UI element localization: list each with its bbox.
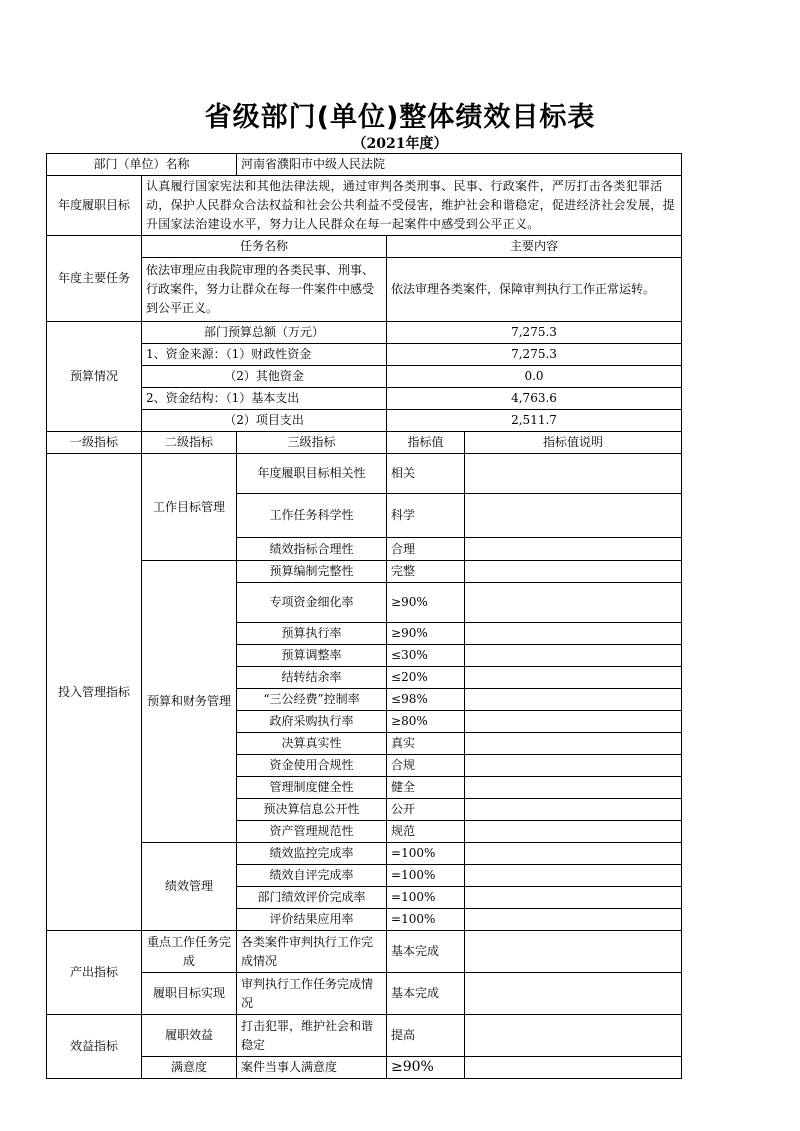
level2-work-goal-mgmt: 工作目标管理 (142, 454, 237, 561)
budget-row-name: 部门预算总额（万元） (142, 322, 387, 344)
indicator-note (465, 931, 682, 973)
indicator-name: “三公经费”控制率 (237, 689, 387, 711)
indicator-note (465, 561, 682, 583)
indicator-name: 绩效监控完成率 (237, 843, 387, 865)
tasks-col-name: 任务名称 (142, 236, 387, 258)
indicator-note (465, 623, 682, 645)
level1-input-mgmt: 投入管理指标 (47, 454, 142, 931)
indicator-note (465, 733, 682, 755)
indicator-note (465, 538, 682, 561)
indicator-note (465, 1057, 682, 1079)
indicator-value: 完整 (387, 561, 465, 583)
level2-name: 履职效益 (142, 1015, 237, 1057)
indicator-name: 决算真实性 (237, 733, 387, 755)
indicator-value: ≥80% (387, 711, 465, 733)
indicator-name: 评价结果应用率 (237, 909, 387, 931)
indicator-name: 预算调整率 (237, 645, 387, 667)
budget-row-value: 2,511.7 (387, 410, 682, 432)
indicator-note (465, 887, 682, 909)
task-name: 依法审理应由我院审理的各类民事、刑事、行政案件，努力让群众在每一件案件中感受到公平正义。 (142, 258, 387, 322)
level2-budget-finance-mgmt: 预算和财务管理 (142, 561, 237, 843)
indicator-note (465, 583, 682, 623)
indicator-value: 提高 (387, 1015, 465, 1057)
indicator-name: 资产管理规范性 (237, 821, 387, 843)
annual-goal-label: 年度履职目标 (47, 176, 142, 236)
indicator-note (465, 843, 682, 865)
budget-row-value: 0.0 (387, 366, 682, 388)
indicator-note (465, 1015, 682, 1057)
indicator-value: ≤98% (387, 689, 465, 711)
indicator-note (465, 645, 682, 667)
tasks-col-content: 主要内容 (387, 236, 682, 258)
indicator-name: 结转结余率 (237, 667, 387, 689)
tasks-label: 年度主要任务 (47, 236, 142, 322)
budget-row-value: 7,275.3 (387, 322, 682, 344)
indicator-value: 合理 (387, 538, 465, 561)
indicator-name: 专项资金细化率 (237, 583, 387, 623)
dept-name: 河南省濮阳市中级人民法院 (237, 154, 682, 176)
indicator-note (465, 973, 682, 1015)
indicator-name: 绩效指标合理性 (237, 538, 387, 561)
indicator-name: 资金使用合规性 (237, 755, 387, 777)
level2-name: 满意度 (142, 1057, 237, 1079)
budget-row-name: 2、资金结构：（1）基本支出 (142, 388, 387, 410)
indicator-value: 健全 (387, 777, 465, 799)
indicator-value: ≥90% (387, 623, 465, 645)
annual-goal-text: 认真履行国家宪法和其他法律法规，通过审判各类刑事、民事、行政案件，严厉打击各类犯罪活动，保护人民群众合法权益和社会公共利益不受侵害，维护社会和谐稳定，促进经济社会发展，提升国家法治建设水平，努力让人民群众在每一起案件中感受到公平正义。 (142, 176, 682, 236)
indicator-name: 年度履职目标相关性 (237, 454, 387, 494)
indicator-name: 绩效自评完成率 (237, 865, 387, 887)
indicator-name: 预算执行率 (237, 623, 387, 645)
header-value: 指标值 (387, 432, 465, 454)
indicator-name: 部门绩效评价完成率 (237, 887, 387, 909)
indicator-note (465, 865, 682, 887)
budget-row-value: 7,275.3 (387, 344, 682, 366)
indicator-name: 工作任务科学性 (237, 494, 387, 538)
indicator-value: 合规 (387, 755, 465, 777)
page-title: 省级部门(单位)整体绩效目标表 (204, 102, 596, 133)
indicator-note (465, 777, 682, 799)
level1-benefit: 效益指标 (47, 1015, 142, 1079)
budget-row-name: 1、资金来源：（1）财政性资金 (142, 344, 387, 366)
indicator-value: 真实 (387, 733, 465, 755)
header-level3: 三级指标 (237, 432, 387, 454)
level2-performance-mgmt: 绩效管理 (142, 843, 237, 931)
indicator-name: 预决算信息公开性 (237, 799, 387, 821)
indicator-value: ≥90% (387, 1057, 465, 1079)
budget-row-value: 4,763.6 (387, 388, 682, 410)
level1-output: 产出指标 (47, 931, 142, 1015)
indicator-name: 预算编制完整性 (237, 561, 387, 583)
budget-label: 预算情况 (47, 322, 142, 432)
indicator-name: 管理制度健全性 (237, 777, 387, 799)
indicator-note (465, 454, 682, 494)
page-subtitle: （2021年度） (352, 136, 448, 152)
indicator-note (465, 755, 682, 777)
budget-row-name: （2）其他资金 (142, 366, 387, 388)
level2-name: 重点工作任务完成 (142, 931, 237, 973)
indicator-value: =100% (387, 865, 465, 887)
indicator-note (465, 689, 682, 711)
indicator-value: ≤20% (387, 667, 465, 689)
header-level1: 一级指标 (47, 432, 142, 454)
indicator-value: ≥90% (387, 583, 465, 623)
task-content: 依法审理各类案件，保障审判执行工作正常运转。 (387, 258, 682, 322)
performance-goal-table (46, 153, 682, 1079)
header-level2: 二级指标 (142, 432, 237, 454)
indicator-value: =100% (387, 909, 465, 931)
indicator-name: 各类案件审判执行工作完成情况 (237, 931, 387, 973)
budget-row-name: （2）项目支出 (142, 410, 387, 432)
indicator-value: 规范 (387, 821, 465, 843)
indicator-value: =100% (387, 887, 465, 909)
indicator-note (465, 711, 682, 733)
indicator-value: 基本完成 (387, 931, 465, 973)
indicator-note (465, 821, 682, 843)
indicator-name: 审判执行工作任务完成情况 (237, 973, 387, 1015)
indicator-name: 政府采购执行率 (237, 711, 387, 733)
header-note: 指标值说明 (465, 432, 682, 454)
indicator-note (465, 799, 682, 821)
indicator-value: 公开 (387, 799, 465, 821)
indicator-value: 基本完成 (387, 973, 465, 1015)
indicator-note (465, 494, 682, 538)
indicator-value: 科学 (387, 494, 465, 538)
indicator-value: 相关 (387, 454, 465, 494)
level2-name: 履职目标实现 (142, 973, 237, 1015)
indicator-name: 案件当事人满意度 (237, 1057, 387, 1079)
indicator-value: ≤30% (387, 645, 465, 667)
indicator-note (465, 667, 682, 689)
indicator-note (465, 909, 682, 931)
dept-label: 部门（单位）名称 (47, 154, 237, 176)
indicator-name: 打击犯罪，维护社会和谐稳定 (237, 1015, 387, 1057)
indicator-value: =100% (387, 843, 465, 865)
